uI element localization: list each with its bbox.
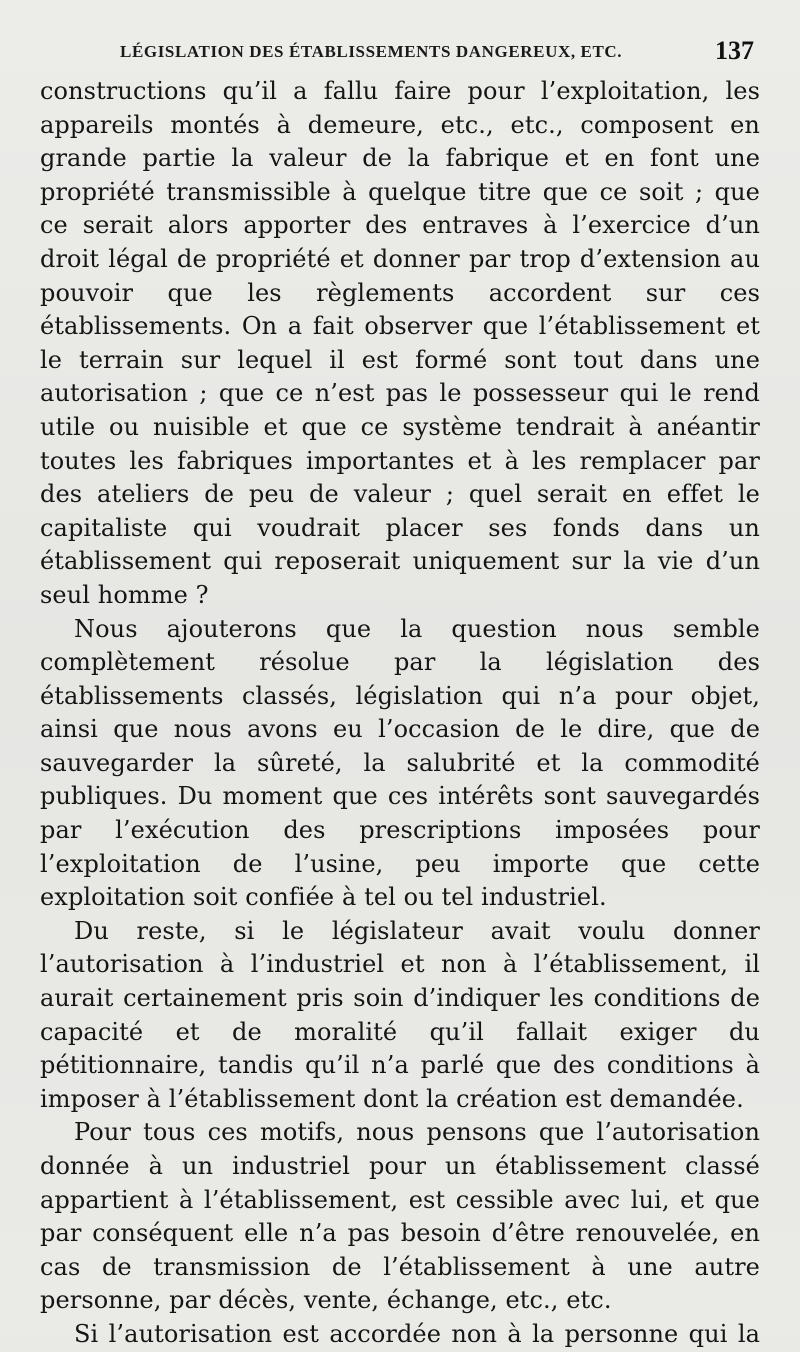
running-head <box>120 38 760 68</box>
paragraph: Nous ajouterons que la question nous semble complètement résolue par la législation des établissements classés, législation qui n’a pour objet, ainsi que nous avons eu l’occasion de le dire, que de sauvegarder la sûreté, la salubrité et la commodité publiques. Du moment que ces intérêts sont sauvegardés par l’exécution des prescriptions imposées pour l’exploitation de l’usine, peu importe que cette exploitation soit confiée à tel ou tel industriel. <box>40 614 760 912</box>
paragraph-last-line: Si l’autorisation est accordée non à la personne qui la <box>74 1319 760 1348</box>
paragraph: Pour tous ces motifs, nous pensons que l’autorisation donnée à un industriel pour un établissement classé appartient à l’établissement, est cessible avec lui, et que par conséquent elle n’a pas besoin d’être renouvelée, en cas de transmission de l’établissement à une autre personne, par décès, vente, échange, etc., etc. <box>40 1118 760 1315</box>
running-title: LÉGISLATION DES ÉTABLISSEMENTS DANGEREUX, ETC. <box>120 42 623 61</box>
paragraph-continued: constructions qu’il a fallu faire pour l’exploitation, les appareils montés à demeure, etc., etc., composent en grande partie la valeur de la fabrique et en font une propriété transmissible à quelque titre que ce soit ; que ce serait alors apporter des entraves à l’exercice d’un droit légal de propriété et donner par trop d’extension au pouvoir que les règlements accordent sur ces établissements. On a fait observer que l’établissement et le terrain sur lequel il est formé sont tout dans une autorisation ; que ce n’est pas le possesseur qui le rend utile ou nuisible et que ce système tendrait à anéantir toutes les fabriques importantes et à les remplacer par des ateliers de peu de valeur ; quel serait en effet le capitaliste qui voudrait placer ses fonds dans un établissement qui reposerait uniquement sur la vie d’un seul homme ? <box>40 77 760 609</box>
page-number: 137 <box>715 36 754 65</box>
page-body <box>40 75 760 1352</box>
paragraph: Du reste, si le législateur avait voulu donner l’autorisation à l’industriel et non à l’établissement, il aurait certainement pris soin d’indiquer les conditions de capacité et de moralité qu’il fallait exiger du pétitionnaire, tandis qu’il n’a parlé que des conditions à imposer à l’établissement dont la création est demandée. <box>40 916 760 1113</box>
